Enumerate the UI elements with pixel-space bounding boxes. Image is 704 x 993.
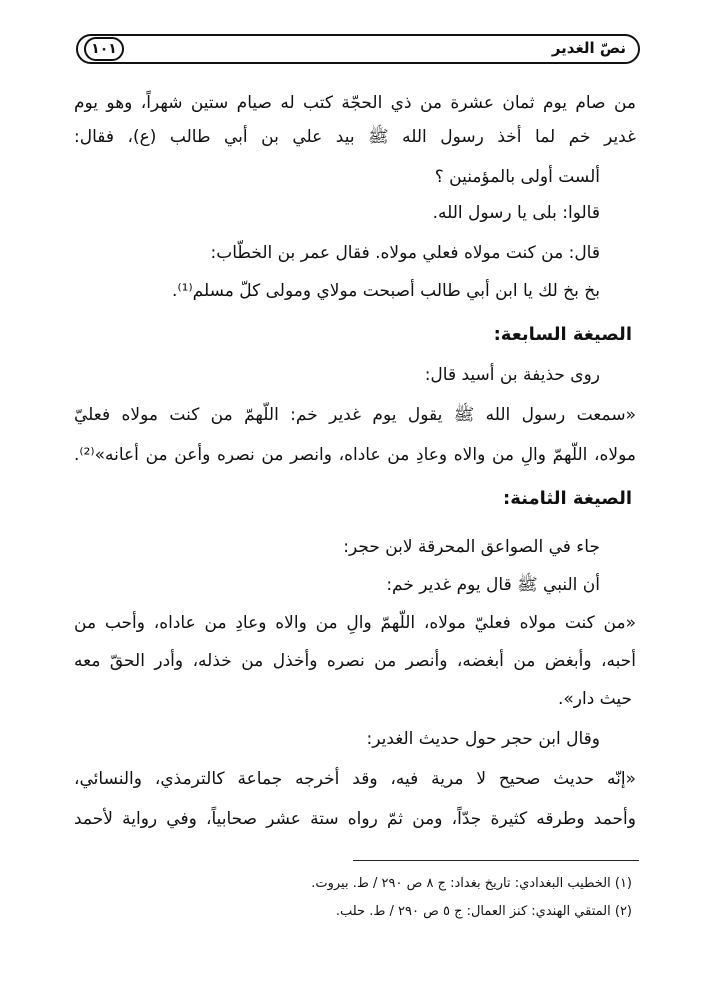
body-line: وأحمد وطرقه كثيرة جدّاً، ومن ثمّ رواه ستة عشر صحابياً، وفي رواية لأحمد: [74, 809, 636, 829]
body-line: وقال ابن حجر حول حديث الغدير:: [366, 729, 600, 749]
body-line: قال: من كنت مولاه فعلي مولاه. فقال عمر بن الخطّاب:: [210, 243, 600, 263]
footnote: (٢) المتقي الهندي: كنز العمال: ج ٥ ص ٢٩٠ / ط. حلب.: [335, 904, 632, 919]
section-heading: الصيغة السابعة:: [493, 324, 632, 345]
body-line: حيث دار».: [557, 689, 632, 709]
body-line: قالوا: بلى يا رسول الله.: [432, 203, 600, 223]
body-line: بخ بخ لك يا ابن أبي طالب أصبحت مولاي ومولى كلّ مسلم⁽¹⁾.: [172, 281, 600, 301]
body-line: «إنّه حديث صحيح لا مرية فيه، وقد أخرجه جماعة كالترمذي، والنسائي،: [74, 769, 636, 789]
body-line: «سمعت رسول الله ﷺ يقول يوم غدير خم: اللّهمّ من كنت مولاه فعليّ: [74, 405, 636, 425]
body-line: أحبه، وأبغض من أبغضه، وأنصر من نصره وأخذل من خذله، وأدر الحقّ معه: [74, 651, 636, 671]
footnote-divider: [353, 860, 639, 861]
body-line: جاء في الصواعق المحرقة لابن حجر:: [343, 537, 600, 557]
body-line: من صام يوم ثمان عشرة من ذي الحجّة كتب له صيام ستين شهراً، وهو يوم: [74, 93, 636, 113]
running-header: [76, 34, 640, 64]
body-line: روى حذيفة بن أسيد قال:: [424, 365, 600, 385]
body-line: مولاه، اللّهمّ والِ من والاه وعادِ من عاداه، وانصر من نصره وأعن من أعانه»⁽²⁾.: [74, 445, 636, 465]
section-heading: الصيغة الثامنة:: [503, 488, 632, 509]
body-line: أن النبي ﷺ قال يوم غدير خم:: [386, 575, 600, 595]
header-title: نصّ الغدير: [551, 39, 626, 57]
footnote: (١) الخطيب البغدادي: تاريخ بغداد: ج ٨ ص ٢٩٠ / ط. بيروت.: [311, 876, 632, 891]
page-number: ١٠١: [84, 37, 124, 61]
body-line: «من كنت مولاه فعليّ مولاه، اللّهمّ والِ من والاه وعادِ من عاداه، وأحب من: [74, 613, 636, 633]
body-line: غدير خم لما أخذ رسول الله ﷺ بيد علي بن أبي طالب (ع)، فقال:: [74, 127, 636, 147]
body-line: ألست أولى بالمؤمنين ؟: [434, 167, 600, 187]
